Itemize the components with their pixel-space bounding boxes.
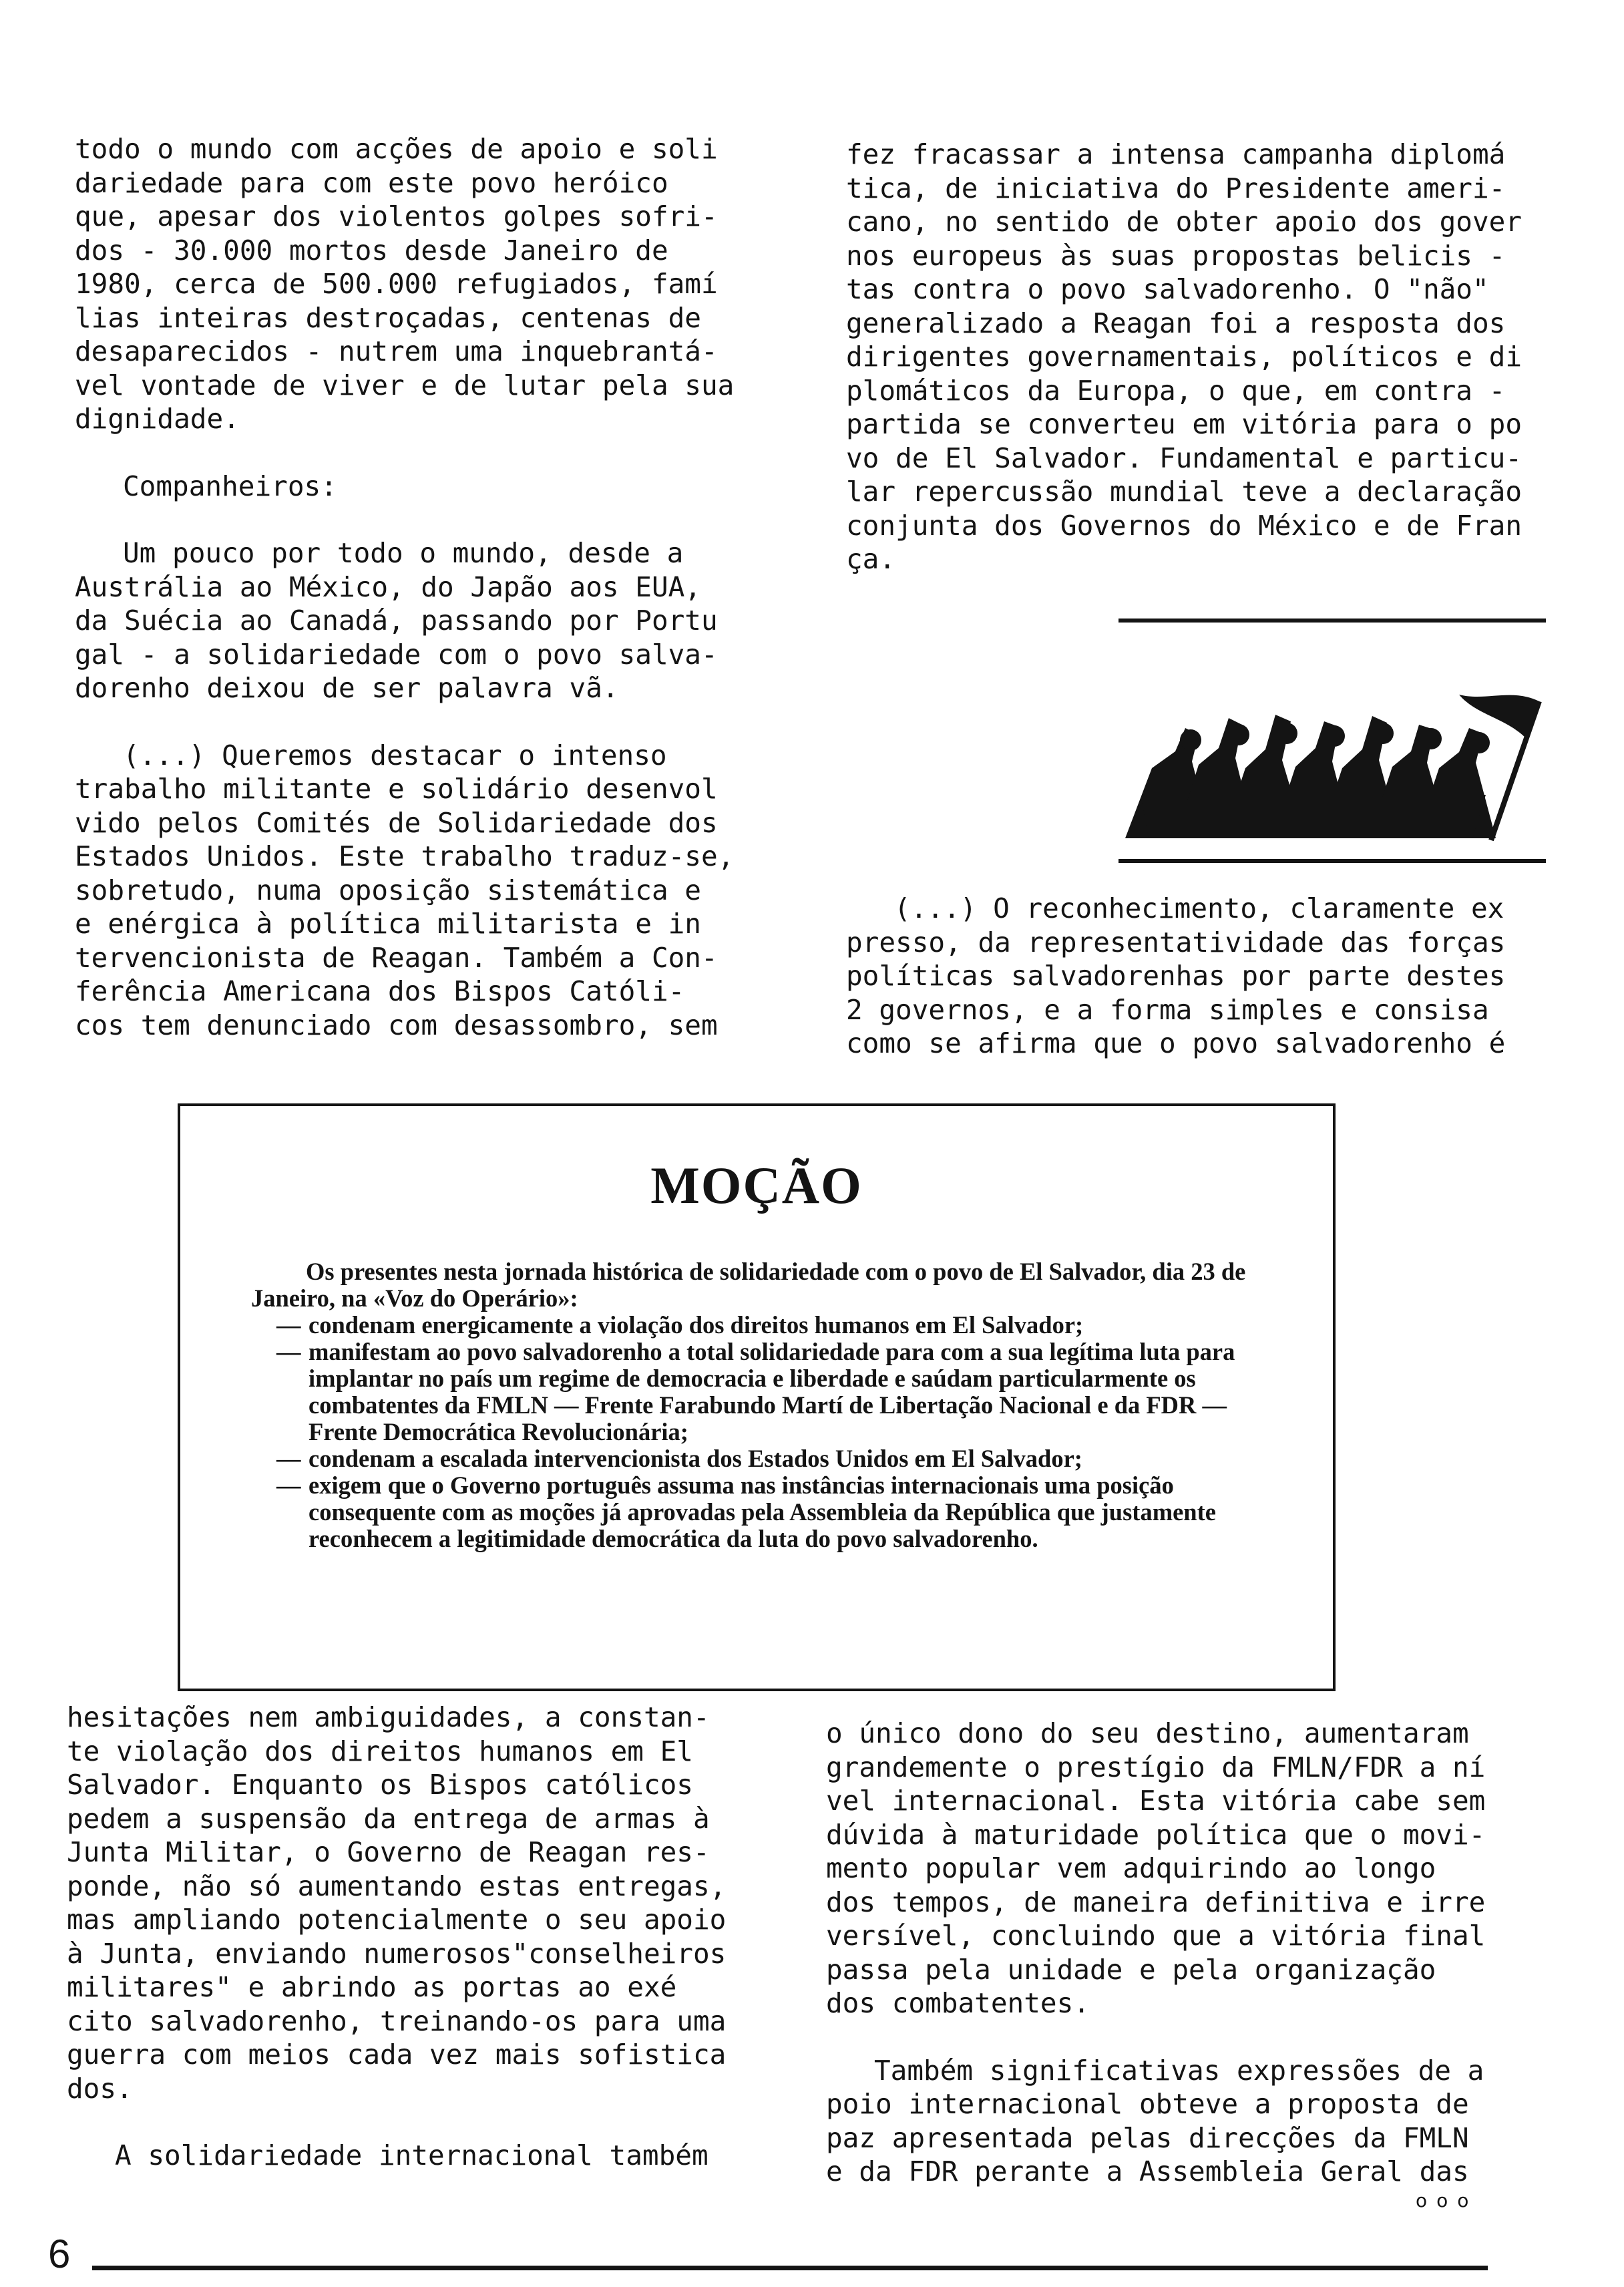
text-line: o único dono do seu destino, aumentaram bbox=[826, 1717, 1469, 1749]
text-line: ça. bbox=[846, 543, 896, 575]
continuation-mark: ooo bbox=[1416, 2189, 1478, 2212]
paragraph-gap bbox=[826, 2020, 1485, 2054]
text-line: versível, concluindo que a vitória final bbox=[826, 1920, 1486, 1952]
motion-intro: Os presentes nesta jornada histórica de solidariedade com o povo de El Salvador, dia 23 de Janeiro, na «Voz do Operário»: bbox=[251, 1258, 1246, 1312]
text-line: fez fracassar a intensa campanha diplomá bbox=[846, 138, 1506, 170]
text-line: à Junta, enviando numerosos"conselheiros bbox=[67, 1937, 727, 1970]
column-top-right bbox=[846, 138, 1522, 576]
text-line: partida se converteu em vitória para o po bbox=[846, 408, 1522, 440]
text-line: (...) O reconhecimento, claramente ex bbox=[894, 892, 1504, 924]
text-line: Um pouco por todo o mundo, desde a bbox=[123, 537, 684, 569]
text-line: ferência Americana dos Bispos Católi- bbox=[75, 975, 685, 1007]
divider-rule bbox=[1119, 859, 1546, 863]
text-line: desaparecidos - nutrem uma inquebrantá- bbox=[75, 335, 718, 367]
text-line: dos - 30.000 mortos desde Janeiro de bbox=[75, 234, 668, 267]
text-line: A solidariedade internacional também bbox=[115, 2139, 708, 2171]
text-line: vel vontade de viver e de lutar pela sua bbox=[75, 369, 735, 401]
text-line: políticas salvadorenhas por parte destes bbox=[846, 960, 1506, 992]
text-line: lar repercussão mundial teve a declaração bbox=[846, 476, 1522, 508]
text-line: ponde, não só aumentando estas entregas, bbox=[67, 1870, 727, 1902]
text-line: e da FDR perante a Assembleia Geral das bbox=[826, 2155, 1469, 2187]
text-line: dirigentes governamentais, políticos e di bbox=[846, 341, 1522, 373]
paragraph-gap bbox=[75, 436, 734, 470]
text-line: passa pela unidade e pela organização bbox=[826, 1953, 1436, 1986]
text-line: Salvador. Enquanto os Bispos católicos bbox=[67, 1769, 693, 1801]
text-line: dos tempos, de maneira definitiva e irre bbox=[826, 1886, 1486, 1918]
page-number: 6 bbox=[48, 2232, 71, 2276]
motion-item: — condenam energicamente a violação dos direitos humanos em El Salvador; bbox=[251, 1312, 1293, 1339]
column-middle-right bbox=[846, 892, 1505, 1061]
text-line: cano, no sentido de obter apoio dos gover bbox=[846, 206, 1522, 238]
text-line: paz apresentada pelas direcções da FMLN bbox=[826, 2121, 1469, 2154]
text-line: trabalho militante e solidário desenvol bbox=[75, 773, 718, 805]
text-line: mas ampliando potencialmente o seu apoio bbox=[67, 1904, 727, 1936]
motion-title: MOÇÃO bbox=[650, 1156, 863, 1214]
paragraph-gap bbox=[75, 503, 734, 536]
marching-crowd-icon bbox=[1125, 715, 1496, 838]
text-line: dúvida à maturidade política que o movi- bbox=[826, 1818, 1486, 1851]
text-line: pedem a suspensão da entrega de armas à bbox=[67, 1802, 710, 1835]
text-line: da Suécia ao Canadá, passando por Portu bbox=[75, 604, 718, 637]
text-line: conjunta dos Governos do México e de Fran bbox=[846, 509, 1522, 542]
text-line: dignidade. bbox=[75, 403, 240, 435]
text-line: dos combatentes. bbox=[826, 1987, 1090, 2019]
text-line: nos europeus às suas propostas belicis - bbox=[846, 239, 1506, 272]
text-line: militares" e abrindo as portas ao exé bbox=[67, 1971, 677, 2003]
text-line: vido pelos Comités de Solidariedade dos bbox=[75, 806, 718, 839]
text-line: (...) Queremos destacar o intenso bbox=[123, 739, 667, 771]
column-bottom-right bbox=[826, 1717, 1485, 2189]
text-line: vo de El Salvador. Fundamental e particu- bbox=[846, 442, 1522, 474]
text-line: grandemente o prestígio da FMLN/FDR a ní bbox=[826, 1751, 1486, 1783]
text-line: tervencionista de Reagan. Também a Con- bbox=[75, 941, 718, 974]
text-line: tas contra o povo salvadorenho. O "não" bbox=[846, 273, 1489, 305]
footer-rule bbox=[92, 2266, 1488, 2270]
motion-item: — exigem que o Governo português assuma nas instâncias internacionais uma posição consequente com as moções já aprovadas pela Assembleia da República que justamente reconhecem a legitimidade democrática da luta do povo salvadorenho. bbox=[251, 1472, 1293, 1552]
text-line: Também significativas expressões de a bbox=[874, 2054, 1484, 2087]
salutation: Companheiros: bbox=[123, 470, 337, 502]
text-line: guerra com meios cada vez mais sofistica bbox=[67, 2039, 727, 2071]
text-line: 2 governos, e a forma simples e consisa bbox=[846, 993, 1489, 1026]
motion-body bbox=[251, 1258, 1293, 1552]
text-line: te violação dos direitos humanos em El bbox=[67, 1735, 693, 1767]
text-line: dos. bbox=[67, 2072, 133, 2105]
text-line: presso, da representatividade das forças bbox=[846, 926, 1506, 958]
motion-box bbox=[178, 1103, 1336, 1691]
demonstration-illustration bbox=[1112, 688, 1573, 842]
paragraph-gap bbox=[67, 2105, 726, 2139]
text-line: poio internacional obteve a proposta de bbox=[826, 2088, 1469, 2120]
text-line: Austrália ao México, do Japão aos EUA, bbox=[75, 570, 701, 603]
text-line: vel internacional. Esta vitória cabe sem bbox=[826, 1785, 1486, 1817]
motion-item: — manifestam ao povo salvadorenho a total solidariedade para com a sua legítima luta para implantar no país um regime de democracia e liberdade e saúdam particularmente os combatentes da FMLN — Frente Farabundo Martí de Libertação Nacional e da FDR — Frente Democrática Revolucionária; bbox=[251, 1339, 1293, 1445]
text-line: lias inteiras destroçadas, centenas de bbox=[75, 301, 701, 334]
text-line: como se afirma que o povo salvadorenho é bbox=[846, 1027, 1506, 1059]
text-line: cos tem denunciado com desassombro, sem bbox=[75, 1009, 718, 1041]
motion-item: — condenam a escalada intervencionista dos Estados Unidos em El Salvador; bbox=[251, 1445, 1293, 1472]
text-line: gal - a solidariedade com o povo salva- bbox=[75, 638, 718, 671]
text-line: todo o mundo com acções de apoio e soli bbox=[75, 133, 718, 165]
motion-list bbox=[251, 1312, 1293, 1552]
text-line: dorenho deixou de ser palavra vã. bbox=[75, 672, 619, 704]
text-line: sobretudo, numa oposição sistemática e bbox=[75, 874, 701, 906]
divider-rule bbox=[1119, 619, 1546, 623]
text-line: Estados Unidos. Este trabalho traduz-se, bbox=[75, 840, 735, 872]
text-line: generalizado a Reagan foi a resposta dos bbox=[846, 307, 1506, 339]
paragraph-gap bbox=[75, 705, 734, 739]
text-line: Junta Militar, o Governo de Reagan res- bbox=[67, 1836, 710, 1868]
text-line: hesitações nem ambiguidades, a constan- bbox=[67, 1701, 710, 1733]
text-line: plomáticos da Europa, o que, em contra - bbox=[846, 374, 1506, 407]
text-line: tica, de iniciativa do Presidente ameri- bbox=[846, 172, 1506, 204]
text-line: 1980, cerca de 500.000 refugiados, famí bbox=[75, 268, 718, 300]
text-line: mento popular vem adquirindo ao longo bbox=[826, 1852, 1436, 1884]
text-line: e enérgica à política militarista e in bbox=[75, 908, 701, 940]
column-top-left bbox=[75, 132, 734, 1042]
text-line: cito salvadorenho, treinando-os para uma bbox=[67, 2004, 727, 2037]
column-bottom-left bbox=[67, 1701, 726, 2173]
text-line: dariedade para com este povo heróico bbox=[75, 166, 668, 199]
text-line: que, apesar dos violentos golpes sofri- bbox=[75, 200, 718, 232]
